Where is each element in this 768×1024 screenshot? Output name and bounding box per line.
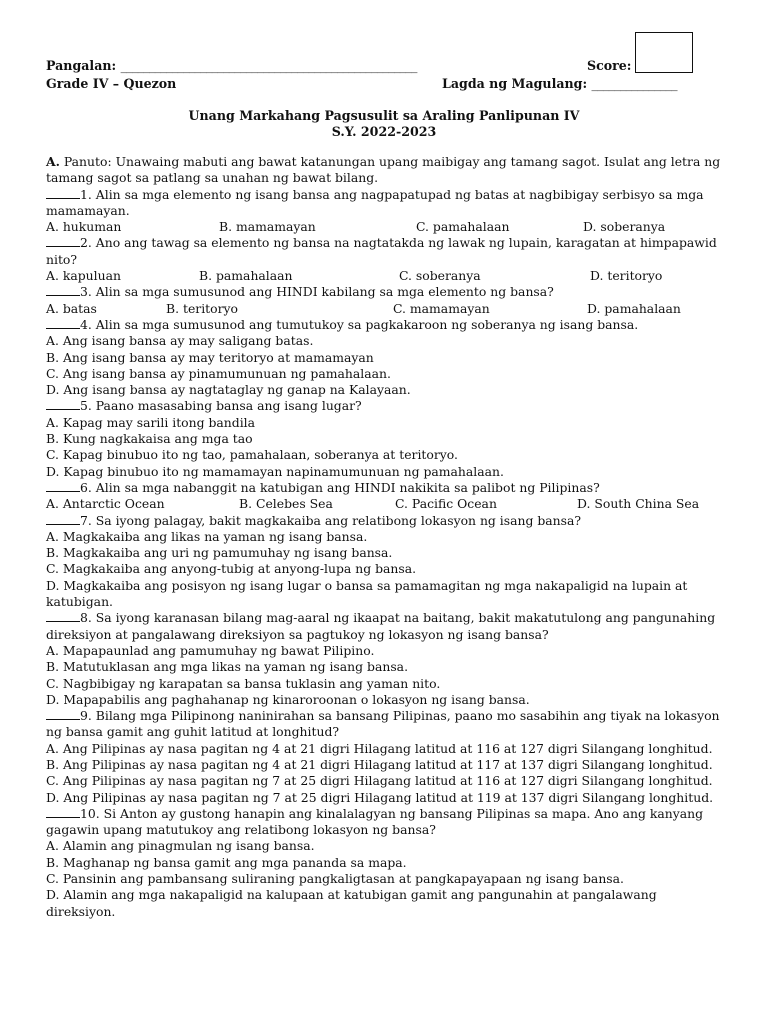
score-label: Score: <box>587 58 632 73</box>
question-text: Sa iyong palagay, bakit magkakaiba ang relatibong lokasyon ng isang bansa? <box>95 512 582 528</box>
choice-d: D. Kapag binubuo ito ng mamamayan napinamumunuan ng pamahalaan. <box>46 463 504 479</box>
choice-c: C. Kapag binubuo ito ng tao, pamahalaan, soberanya at teritoryo. <box>46 447 458 463</box>
choice-a: A. hukuman <box>46 219 122 235</box>
question-text: Alin sa mga sumusunod ang HINDI kabilang sa mga elemento ng bansa? <box>95 284 554 300</box>
score-box <box>635 32 693 73</box>
question-text: Paano masasabing bansa ang isang lugar? <box>95 398 362 414</box>
choice-b: B. Maghanap ng bansa gamit ang mga pananda sa mapa. <box>46 854 407 870</box>
answer-blank[interactable] <box>46 513 80 525</box>
choice-b: B. teritoryo <box>166 300 239 316</box>
question-text: Alin sa mga sumusunod ang tumutukoy sa pagkakaroon ng soberanya ng isang bansa. <box>95 316 639 332</box>
choices-row <box>46 301 726 317</box>
choice-a: A. Alamin ang pinagmulan ng isang bansa. <box>46 838 315 854</box>
answer-blank[interactable] <box>46 187 80 199</box>
section-letter: A. <box>46 154 60 169</box>
question-4 <box>46 317 726 333</box>
choice-c: C. Pacific Ocean <box>395 496 497 512</box>
question-5 <box>46 398 726 414</box>
answer-blank[interactable] <box>46 235 80 247</box>
choice-d: D. pamahalaan <box>587 300 681 316</box>
choice-c: C. Ang Pilipinas ay nasa pagitan ng 7 at 25 digri Hilagang latitud at 116 at 127 digri Silangang longhitud. <box>46 773 713 789</box>
choice-b: B. pamahalaan <box>199 268 293 284</box>
question-number: 6. <box>80 479 92 495</box>
choice-b: B. mamamayan <box>219 219 316 235</box>
answer-blank[interactable] <box>46 610 80 622</box>
choice-c: C. soberanya <box>399 268 481 284</box>
question-number: 9. <box>80 708 92 724</box>
choice-b: B. Matutuklasan ang mga likas na yaman ng isang bansa. <box>46 659 409 675</box>
instructions <box>46 154 726 187</box>
instructions-text: Panuto: Unawaing mabuti ang bawat katanungan upang maibigay ang tamang sagot. Isulat ang letra ng tamang sagot sa patlang sa unahan ng bawat bilang. <box>46 154 721 186</box>
question-10 <box>46 806 726 839</box>
question-text: Ano ang tawag sa elemento ng bansa na nagtatakda ng lawak ng lupain, karagatan at himpapawid nito? <box>46 235 717 267</box>
choice-d: D. Mapapabilis ang paghahanap ng kinaroroonan o lokasyon ng isang bansa. <box>46 691 530 707</box>
choice-c: C. Magkakaiba ang anyong-tubig at anyong-lupa ng bansa. <box>46 561 417 577</box>
question-7 <box>46 513 726 529</box>
question-number: 7. <box>80 512 92 528</box>
question-text: Si Anton ay gustong hanapin ang kinalalagyan ng bansang Pilipinas sa mapa. Ano ang kanyang gagawin upang matutukoy ang relatibong lokasyon ng bansa? <box>46 805 704 838</box>
choice-a: A. Antarctic Ocean <box>46 496 165 512</box>
question-text: Alin sa mga elemento ng isang bansa ang nagpapatupad ng batas at nagbibigay serbisyo sa mga mamamayan. <box>46 186 704 218</box>
choice-a: A. Kapag may sarili itong bandila <box>46 414 256 430</box>
choice-d: D. teritoryo <box>590 268 663 284</box>
question-number: 4. <box>80 316 92 332</box>
choice-b: B. Kung nagkakaisa ang mga tao <box>46 431 253 447</box>
question-number: 10. <box>80 805 100 821</box>
choice-a: A. Magkakaiba ang likas na yaman ng isang bansa. <box>46 528 368 544</box>
choice-c: C. Nagbibigay ng karapatan sa bansa tuklasin ang yaman nito. <box>46 675 441 691</box>
choices-row <box>46 219 726 235</box>
choice-d: D. Magkakaiba ang posisyon ng isang lugar o bansa sa pamamagitan ng mga nakapaligid na lupain at katubigan. <box>46 577 688 610</box>
question-number: 5. <box>80 398 92 414</box>
choice-b: B. Magkakaiba ang uri ng pamumuhay ng isang bansa. <box>46 545 393 561</box>
answer-blank[interactable] <box>46 480 80 492</box>
answer-blank[interactable] <box>46 806 80 818</box>
question-number: 8. <box>80 610 92 626</box>
choice-b: B. Ang Pilipinas ay nasa pagitan ng 4 at 21 digri Hilagang latitud at 117 at 137 digri Silangang longhitud. <box>46 756 713 772</box>
question-text: Sa iyong karanasan bilang mag-aaral ng ikaapat na baitang, bakit makatutulong ang pangunahing direksiyon at pangalawang direksiyon sa pagtukoy ng lokasyon ng isang bansa? <box>46 610 716 642</box>
question-2 <box>46 235 726 268</box>
choice-c: C. mamamayan <box>393 300 490 316</box>
choice-a: A. kapuluan <box>46 268 121 284</box>
answer-blank[interactable] <box>46 284 80 296</box>
parent-signature-label: Lagda ng Magulang: <box>442 76 588 91</box>
question-3 <box>46 284 726 300</box>
choice-a: A. batas <box>46 300 97 316</box>
choice-b: B. Celebes Sea <box>239 496 333 512</box>
parent-signature-blank: _______________ <box>591 76 677 91</box>
choice-c: C. Pansinin ang pambansang suliraning pangkaligtasan at pangkapayapaan ng isang bansa. <box>46 871 624 887</box>
question-text: Alin sa mga nabanggit na katubigan ang HINDI nakikita sa palibot ng Pilipinas? <box>95 479 600 495</box>
choices-row <box>46 496 726 512</box>
question-8 <box>46 610 726 643</box>
question-number: 2. <box>80 235 92 251</box>
name-line <box>46 58 417 73</box>
question-9 <box>46 708 726 741</box>
question-6 <box>46 480 726 496</box>
question-number: 1. <box>80 186 92 202</box>
choice-d: D. soberanya <box>583 219 666 235</box>
choice-b: B. Ang isang bansa ay may teritoryo at mamamayan <box>46 349 374 365</box>
name-label: Pangalan: <box>46 58 117 73</box>
choice-a: A. Mapapaunlad ang pamumuhay ng bawat Pilipino. <box>46 642 375 658</box>
parent-signature-line <box>442 76 677 91</box>
choice-a: A. Ang isang bansa ay may saligang batas. <box>46 333 314 349</box>
choice-c: C. pamahalaan <box>416 219 510 235</box>
question-1 <box>46 187 726 220</box>
question-text: Bilang mga Pilipinong naninirahan sa bansang Pilipinas, paano mo sasabihin ang tiyak na lokasyon ng bansa gamit ang guhit latitud at longhitud? <box>46 708 720 740</box>
exam-content <box>46 154 726 920</box>
answer-blank[interactable] <box>46 398 80 410</box>
answer-blank[interactable] <box>46 708 80 720</box>
choices-row <box>46 268 726 284</box>
choice-c: C. Ang isang bansa ay pinamumunuan ng pamahalaan. <box>46 365 391 381</box>
choice-d: D. South China Sea <box>577 496 700 512</box>
answer-blank[interactable] <box>46 317 80 329</box>
exam-title: Unang Markahang Pagsusulit sa Araling Panlipunan IV <box>188 108 580 123</box>
question-number: 3. <box>80 284 92 300</box>
school-year: S.Y. 2022-2023 <box>331 124 437 139</box>
choice-d: D. Ang isang bansa ay nagtataglay ng ganap na Kalayaan. <box>46 382 411 398</box>
choice-d: D. Alamin ang mga nakapaligid na kalupaan at katubigan gamit ang pangunahin at pangalawang direksiyon. <box>46 887 657 919</box>
choice-a: A. Ang Pilipinas ay nasa pagitan ng 4 at 21 digri Hilagang latitud at 116 at 127 digri Silangang longhitud. <box>46 740 713 756</box>
grade-section: Grade IV – Quezon <box>46 76 177 91</box>
choice-d: D. Ang Pilipinas ay nasa pagitan ng 7 at 25 digri Hilagang latitud at 119 at 137 digri Silangang longhitud. <box>46 789 714 805</box>
name-blank: ____________________________________________________ <box>120 58 417 73</box>
